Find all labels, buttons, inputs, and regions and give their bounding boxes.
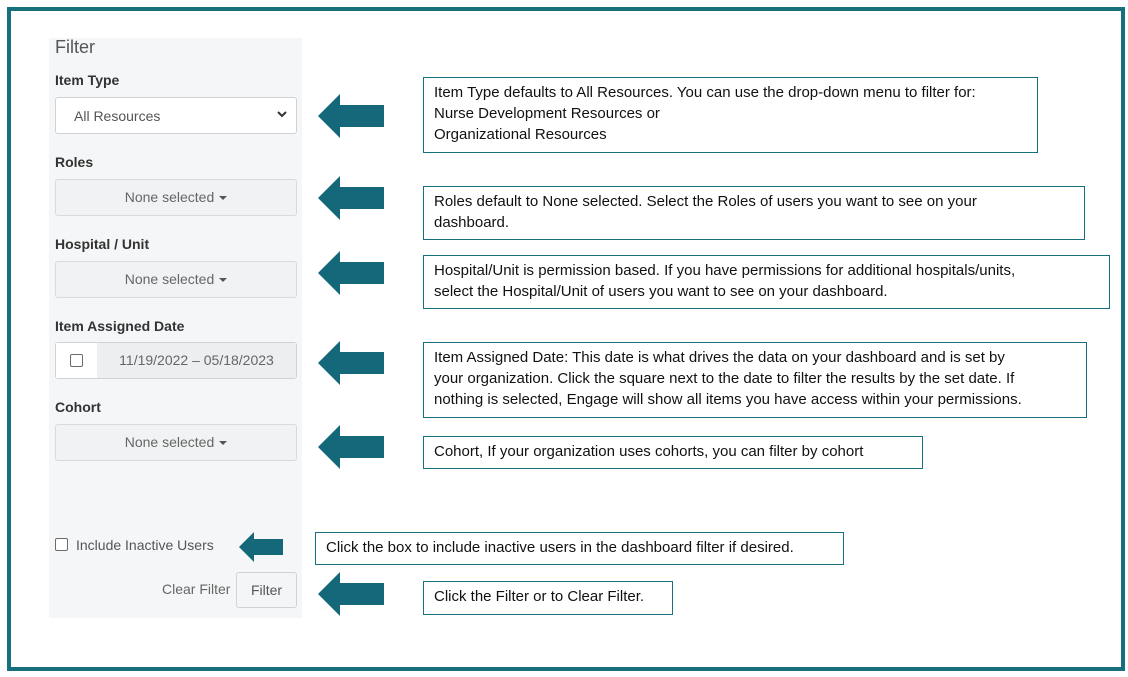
arrow-left-icon <box>318 572 386 616</box>
arrow-left-icon <box>318 94 386 138</box>
callout-line: Hospital/Unit is permission based. If you have permissions for additional hospitals/units, <box>434 262 1016 279</box>
cohort-value: None selected <box>124 434 215 450</box>
callout-include-inactive <box>315 532 844 565</box>
item-assigned-date-label: Item Assigned Date <box>55 318 185 334</box>
filter-button[interactable]: Filter <box>236 572 297 608</box>
hospital-unit-dropdown[interactable] <box>55 261 297 298</box>
callout-cohort <box>423 436 923 469</box>
callout-line: Roles default to None selected. Select the Roles of users you want to see on your <box>434 193 977 210</box>
callout-line: Item Type defaults to All Resources. You can use the drop-down menu to filter for: <box>434 84 976 101</box>
callout-line: Click the Filter or to Clear Filter. <box>434 588 645 605</box>
callout-item-type <box>423 77 1038 153</box>
arrow-left-icon <box>318 425 386 469</box>
include-inactive-checkbox[interactable] <box>55 538 68 551</box>
callout-line: select the Hospital/Unit of users you want to see on your dashboard. <box>434 283 888 300</box>
cohort-label: Cohort <box>55 399 101 415</box>
arrow-left-icon <box>318 176 386 220</box>
caret-down-icon <box>219 278 227 282</box>
callout-line: your organization. Click the square next to the date to filter the results by the set date. If <box>434 370 1015 387</box>
chevron-down-icon <box>276 108 288 120</box>
hospital-unit-label: Hospital / Unit <box>55 236 150 252</box>
item-assigned-date-group <box>55 342 297 379</box>
item-type-select[interactable] <box>55 97 297 134</box>
callout-line: Item Assigned Date: This date is what drives the data on your dashboard and is set by <box>434 349 1005 366</box>
include-inactive-label[interactable]: Include Inactive Users <box>76 537 214 553</box>
callout-filter-buttons <box>423 581 673 615</box>
date-checkbox-wrap <box>56 343 98 378</box>
callout-roles <box>423 186 1085 240</box>
item-type-value: All Resources <box>74 108 161 124</box>
caret-down-icon <box>219 196 227 200</box>
hospital-unit-value: None selected <box>124 271 215 287</box>
callout-line: dashboard. <box>434 214 510 231</box>
callout-hospital-unit <box>423 255 1110 309</box>
callout-line: Click the box to include inactive users in the dashboard filter if desired. <box>326 539 794 556</box>
callout-item-assigned-date <box>423 342 1087 418</box>
clear-filter-link[interactable]: Clear Filter <box>162 581 231 597</box>
callout-line: Nurse Development Resources or <box>434 105 660 122</box>
roles-label: Roles <box>55 154 94 170</box>
date-checkbox[interactable] <box>70 354 83 367</box>
arrow-left-icon <box>318 251 386 295</box>
cohort-dropdown[interactable] <box>55 424 297 461</box>
roles-dropdown[interactable] <box>55 179 297 216</box>
roles-value: None selected <box>124 189 215 205</box>
callout-line: nothing is selected, Engage will show all items you have access within your permissions. <box>434 391 1022 408</box>
arrow-left-icon <box>239 532 284 562</box>
item-type-label: Item Type <box>55 72 120 88</box>
callout-line: Organizational Resources <box>434 126 607 143</box>
arrow-left-icon <box>318 341 386 385</box>
caret-down-icon <box>219 441 227 445</box>
date-range-field[interactable]: 11/19/2022 – 05/18/2023 <box>97 343 296 378</box>
callout-line: Cohort, If your organization uses cohorts, you can filter by cohort <box>434 443 864 460</box>
filter-title: Filter <box>55 37 95 57</box>
